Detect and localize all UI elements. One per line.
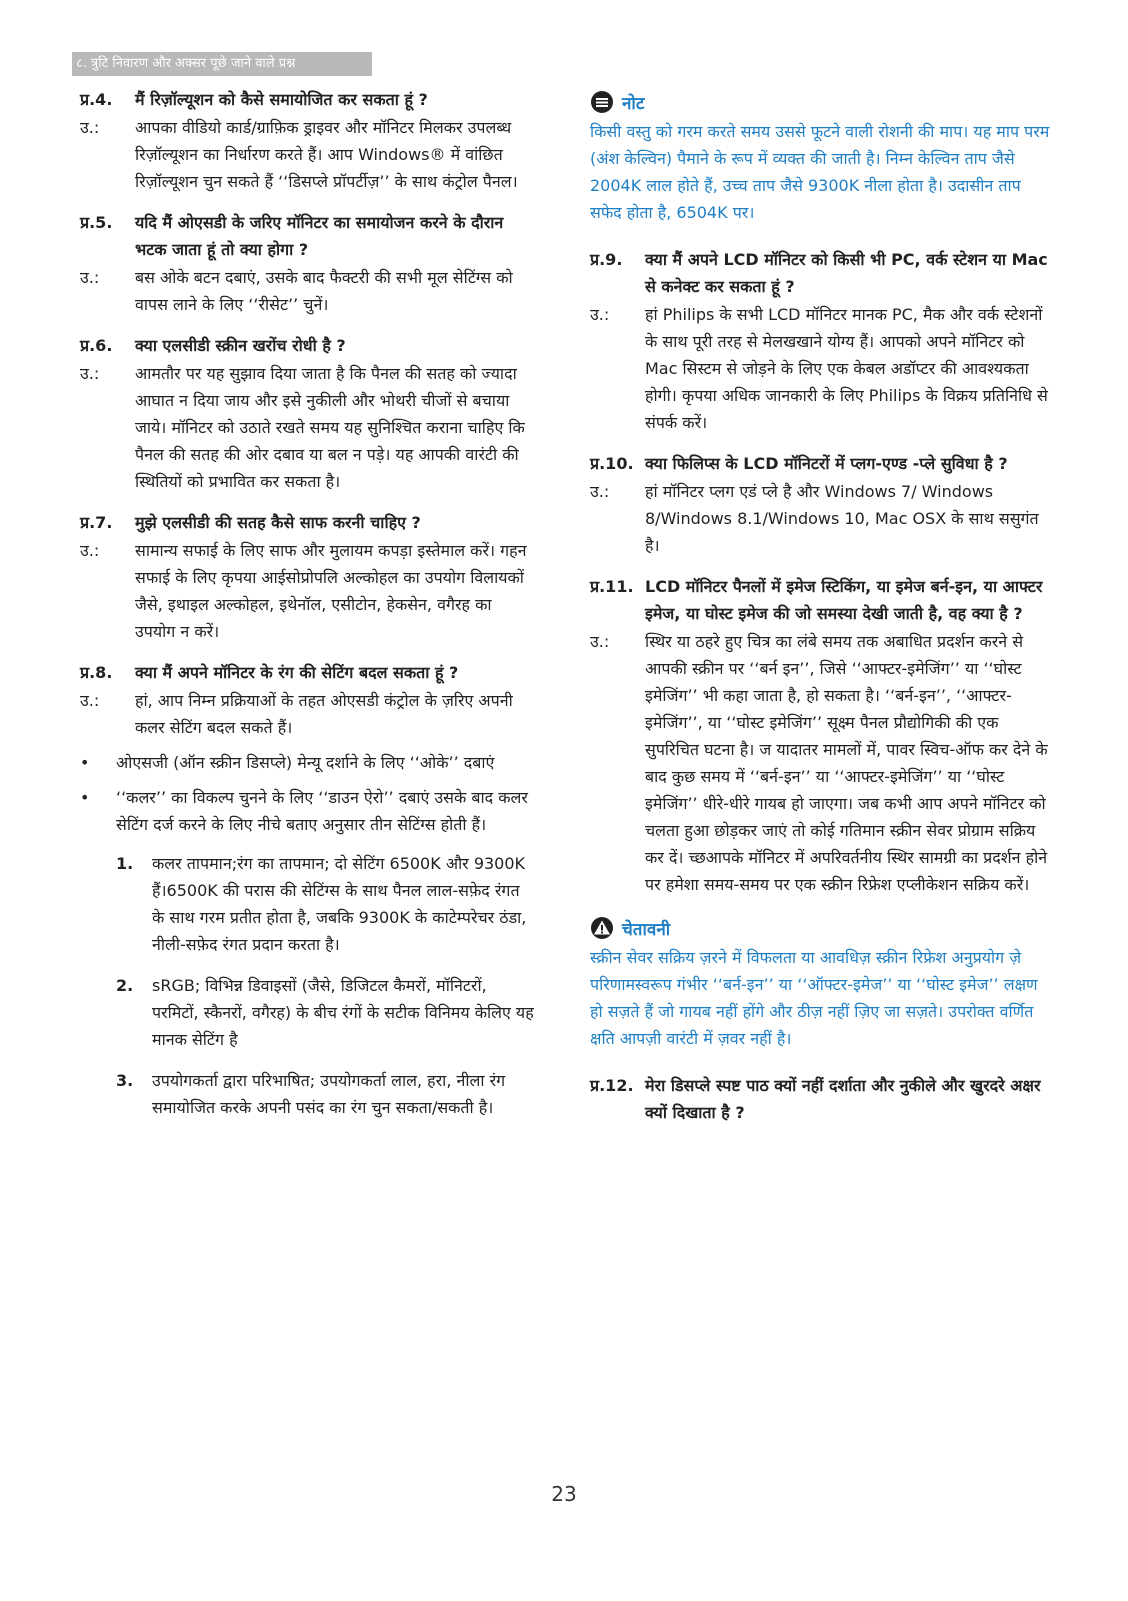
question-label: प्र.11. bbox=[590, 577, 634, 596]
answer-text: आपका वीडियो कार्ड/ग्राफ़िक ड्राइवर और मॉनिटर मिलकर उपलब्ध रिज़ॉल्यूशन का निर्धारण करते हैं। आप Windows® में वांछित रिज़ॉल्यूशन चुन सकते हैं ‘‘डिसप्ले प्रॉपर्टीज़’’ के साथ कंट्रोल पैनल। bbox=[135, 118, 518, 191]
answer-label: उ.: bbox=[80, 268, 100, 287]
bullet-symbol: • bbox=[80, 753, 90, 772]
bullet-text: ‘‘कलर’’ का विकल्प चुनने के लिए ‘‘डाउन ऐरो’’ दबाएं उसके बाद कलर सेटिंग दर्ज करने के लिए नीचे बताए अनुसार तीन सेटिंग्स होती हैं। bbox=[116, 788, 528, 834]
question-label: प्र.12. bbox=[590, 1076, 634, 1095]
answer-text: हां मॉनिटर प्लग एडं प्ले है और Windows 7/ Windows 8/Windows 8.1/Windows 10, Mac OSX के साथ ससुगंत है। bbox=[645, 482, 1039, 555]
faq-q4 bbox=[80, 86, 535, 195]
answer-text: हां, आप निम्न प्रक्रियाओं के तहत ओएसडी कंट्रोल के ज़रिए अपनी कलर सेटिंग बदल सकते हैं। bbox=[135, 691, 513, 737]
item-text: कलर तापमान;रंग का तापमान; दो सेटिंग 6500K और 9300K हैं।6500K की परास की सेटिंग्स के साथ पैनल लाल-सफ़ेद रंगत के साथ गरम प्रतीत होता है, जबकि 9300K के काटेम्परेचर ठंडा, नीली-सफ़ेद रंगत प्रदान करता है। bbox=[152, 854, 527, 954]
question-text: क्या फिलिप्स के LCD मॉनिटरों में प्लग-एण्ड -प्ले सुविधा है ? bbox=[645, 454, 1008, 473]
answer-text: बस ओके बटन दबाएं, उसके बाद फैक्टरी की सभी मूल सेटिंग्स को वापस लाने के लिए ‘‘रीसेट’’ चुनें। bbox=[135, 268, 513, 314]
faq-q12 bbox=[590, 1072, 1050, 1126]
faq-q10 bbox=[590, 450, 1050, 559]
item-number: 3. bbox=[116, 1071, 134, 1090]
bullet-symbol: • bbox=[80, 788, 90, 807]
faq-q5 bbox=[80, 209, 535, 318]
note-icon bbox=[590, 90, 614, 114]
answer-label: उ.: bbox=[80, 541, 100, 560]
answer-label: उ.: bbox=[80, 691, 100, 710]
faq-q7 bbox=[80, 509, 535, 645]
numbered-list bbox=[116, 850, 535, 1121]
question-label: प्र.9. bbox=[590, 250, 623, 269]
warning-title: चेतावनी bbox=[622, 919, 671, 940]
answer-text: हां Philips के सभी LCD मॉनिटर मानक PC, मैक और वर्क स्टेशनों के साथ पूरी तरह से मेलखखाने योग्य हैं। आपको अपने मॉनिटर को Mac सिस्टम से जोड़ने के लिए एक केबल अडॉप्टर की आवश्यकता होगी। कृपया अधिक जानकारी के लिए Philips के विक्रय प्रतिनिधि से संपर्क करें। bbox=[645, 305, 1048, 432]
answer-label: उ.: bbox=[590, 305, 610, 324]
note-box bbox=[590, 86, 1050, 226]
faq-q8 bbox=[80, 659, 535, 1121]
faq-q9 bbox=[590, 246, 1050, 436]
question-text: मैं रिज़ॉल्यूशन को कैसे समायोजित कर सकता हूं ? bbox=[135, 90, 428, 109]
answer-text: स्थिर या ठहरे हुए चित्र का लंबे समय तक अबाधित प्रदर्शन करने से आपकी स्क्रीन पर ‘‘बर्न इन’’, जिसे ‘‘आफ्टर-इमेजिंग’’ या ‘‘घोस्ट इमेजिंग’’ भी कहा जाता है, हो सकता है। ‘‘बर्न-इन’’, ‘‘आफ्टर-इमेजिंग’’, या ‘‘घोस्ट इमेजिंग’’ सूक्ष्म पैनल प्रौद्योगिकी की एक सुपरिचित घटना है। ज यादातर मामलों में, पावर स्विच-ऑफ कर देने के बाद कुछ समय में ‘‘बर्न-इन’’ या ‘‘आफ्टर-इमेजिंग’’ या ‘‘घोस्ट इमेजिंग’’ धीरे-धीरे गायब हो जाएगा। जब कभी आप अपने मॉनिटर को चलता हुआ छोड़कर जाएं तो कोई गतिमान स्क्रीन सेवर प्रोग्राम सक्रिय कर दें। च्छआपके मॉनिटर में अपरिवर्तनीय स्थिर सामग्री का प्रदर्शन होने पर हमेशा समय-समय पर एक स्क्रीन रिफ्रेश एप्लीकेशन सक्रिय करें। bbox=[645, 632, 1048, 894]
faq-q11 bbox=[590, 573, 1050, 898]
item-number: 1. bbox=[116, 854, 134, 873]
question-label: प्र.7. bbox=[80, 513, 113, 532]
warning-body: स्क्रीन सेवर सक्रिय ज़रने में विफलता या आवधिज़ स्क्रीन रिफ्रेश अनुप्रयोग ज़े परिणामस्वरूप गंभीर ‘‘बर्न-इन’’ या ‘‘ऑफ्टर-इमेज’’ या ‘‘घोस्ट इमेज’’ लक्षण हो सज़ते हैं जो गायब नहीं होंगे और ठीज़ नहीं ज़िए जा सज़ते। उपरोक्त वर्णित क्षति आपज़ी वारंटी में ज़वर नहीं है। bbox=[590, 948, 1038, 1048]
numbered-item bbox=[116, 850, 535, 958]
question-label: प्र.5. bbox=[80, 213, 113, 232]
question-text: LCD मॉनिटर पैनलों में इमेज स्टिकिंग, या इमेज बर्न-इन, या आफ्टर इमेज, या घोस्ट इमेज की जो समस्या देखी जाती है, वह क्या है ? bbox=[645, 577, 1043, 623]
question-label: प्र.8. bbox=[80, 663, 113, 682]
numbered-item bbox=[116, 1067, 535, 1121]
bullet-text: ओएसजी (ऑन स्क्रीन डिसप्ले) मेन्यू दर्शाने के लिए ‘‘ओके’’ दबाएं bbox=[116, 753, 495, 772]
question-label: प्र.10. bbox=[590, 454, 634, 473]
note-body: किसी वस्तु को गरम करते समय उससे फूटने वाली रोशनी की माप। यह माप परम (अंश केल्विन) पैमाने के रूप में व्यक्त की जाती है। निम्न केल्विन ताप जैसे 2004K लाल होते हैं, उच्च ताप जैसे 9300K नीला होता है। उदासीन ताप सफेद होता है, 6504K पर। bbox=[590, 122, 1050, 222]
answer-label: उ.: bbox=[590, 632, 610, 651]
warning-icon bbox=[590, 916, 614, 940]
bullet-item bbox=[80, 749, 535, 776]
answer-label: उ.: bbox=[80, 118, 100, 137]
question-text: क्या मैं अपने LCD मॉनिटर को किसी भी PC, वर्क स्टेशन या Mac से कनेक्ट कर सकता हूं ? bbox=[645, 250, 1048, 296]
right-column bbox=[590, 86, 1050, 1140]
item-text: उपयोगकर्ता द्वारा परिभाषित; उपयोगकर्ता लाल, हरा, नीला रंग समायोजित करके अपनी पसंद का रंग चुन सकता/सकती है। bbox=[152, 1071, 506, 1117]
question-text: क्या मैं अपने मॉनिटर के रंग की सेटिंग बदल सकता हूं ? bbox=[135, 663, 459, 682]
item-number: 2. bbox=[116, 976, 134, 995]
section-header: ८. त्रुटि निवारण और अक्सर पूछे जाने वाले प्रश्न bbox=[72, 52, 372, 76]
faq-q6 bbox=[80, 332, 535, 495]
question-text: मेरा डिसप्ले स्पष्ट पाठ क्यों नहीं दर्शाता और नुकीले और खुरदरे अक्षर क्यों दिखाता है ? bbox=[645, 1076, 1041, 1122]
warning-box bbox=[590, 912, 1050, 1052]
question-text: क्या एलसीडी स्क्रीन खरोंच रोधी है ? bbox=[135, 336, 346, 355]
question-text: मुझे एलसीडी की सतह कैसे साफ करनी चाहिए ? bbox=[135, 513, 421, 532]
page-number: 23 bbox=[551, 1482, 577, 1506]
question-label: प्र.4. bbox=[80, 90, 113, 109]
bullet-item bbox=[80, 784, 535, 838]
answer-text: सामान्य सफाई के लिए साफ और मुलायम कपड़ा इस्तेमाल करें। गहन सफाई के लिए कृपया आईसोप्रोपलि अल्कोहल का उपयोग विलायकों जैसे, इथाइल अल्कोहल, इथेनॉल, एसीटोन, हेकसेन, वगैरह का उपयोग न करें। bbox=[135, 541, 527, 641]
left-column bbox=[80, 86, 535, 1135]
note-title: नोट bbox=[622, 93, 645, 114]
numbered-item bbox=[116, 972, 535, 1053]
answer-label: उ.: bbox=[590, 482, 610, 501]
question-text: यदि मैं ओएसडी के जरिए मॉनिटर का समायोजन करने के दौरान भटक जाता हूं तो क्या होगा ? bbox=[135, 213, 504, 259]
answer-label: उ.: bbox=[80, 364, 100, 383]
question-label: प्र.6. bbox=[80, 336, 113, 355]
answer-text: आमतौर पर यह सुझाव दिया जाता है कि पैनल की सतह को ज्यादा आघात न दिया जाय और इसे नुकीली और भोथरी चीजों से बचाया जाये। मॉनिटर को उठाते रखते समय यह सुनिश्चित कराना चाहिए कि पैनल की सतह की ओर दबाव या बल न पड़े। यह आपकी वारंटी की स्थितियों को प्रभावित कर सकता है। bbox=[135, 364, 525, 491]
item-text: sRGB; विभिन्न डिवाइसों (जैसे, डिजिटल कैमरों, मॉनिटरों, परमिटों, स्कैनरों, वगैरह) के बीच रंगों के सटीक विनिमय केलिए यह मानक सेटिंग है bbox=[152, 976, 534, 1049]
